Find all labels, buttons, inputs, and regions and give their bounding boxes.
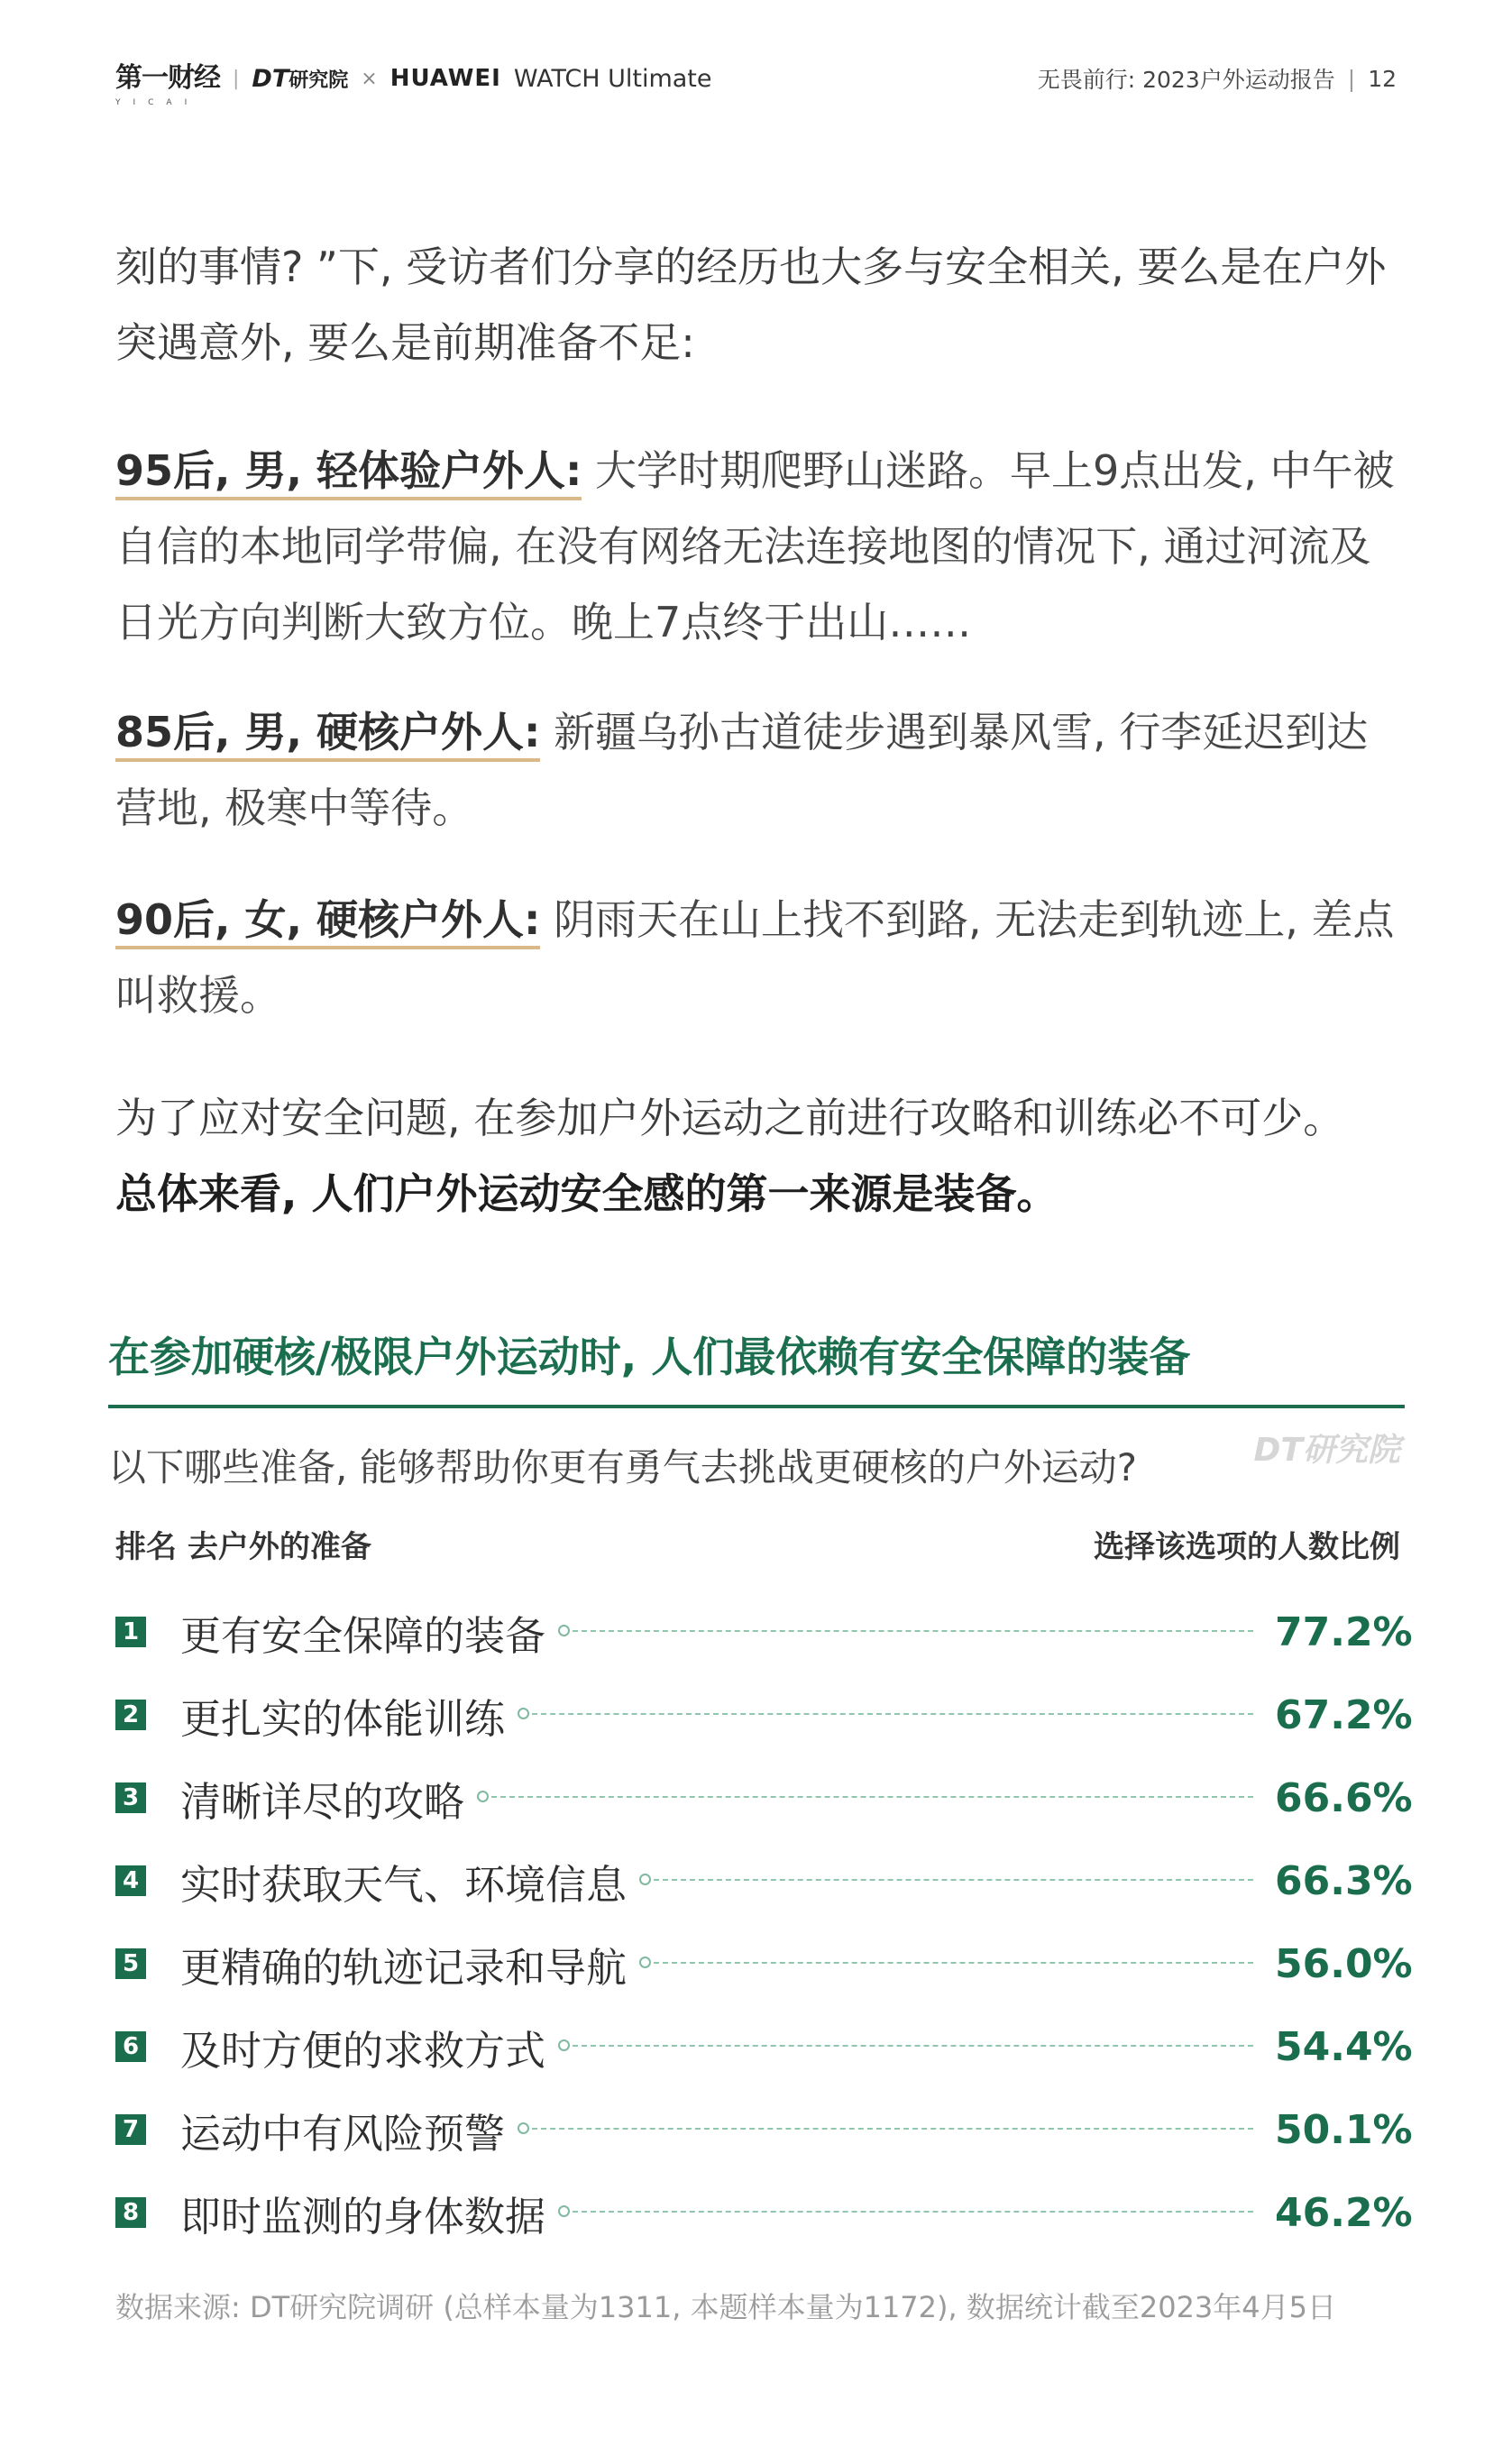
brand-logos (115, 55, 712, 107)
rank-badge: 3 (115, 1782, 146, 1813)
dotted-leader (558, 2204, 1253, 2222)
ranking-row (115, 1596, 1413, 1668)
intro-paragraph: 刻的事情? ”下, 受访者们分享的经历也大多与安全相关, 要么是在户外突遇意外, 要么是前期准备不足: (115, 243, 1387, 367)
dt-logo-text: DT (252, 64, 289, 93)
survey-question: 以下哪些准备, 能够帮助你更有勇气去挑战更硬核的户外运动? (108, 1445, 1137, 1489)
quote-1 (115, 433, 1405, 660)
leader-circle-icon (558, 2039, 570, 2051)
column-header-right: 选择该选项的人数比例 (1094, 1529, 1400, 1565)
quote-3-text: 阴雨天在山上找不到路, 无法走到轨迹上, 差点叫救援。 (115, 895, 1395, 1020)
leader-circle-icon (518, 1708, 529, 1719)
dotted-leader (558, 2038, 1253, 2056)
rank-badge: 7 (115, 2114, 146, 2145)
yicai-logo-text: 第一财经 (115, 62, 220, 94)
rank-badge: 6 (115, 2031, 146, 2062)
leader-dash-line (491, 1796, 1253, 1798)
dotted-leader (477, 1789, 1253, 1807)
row-value: 50.1% (1275, 2106, 1413, 2153)
leader-circle-icon (639, 1957, 651, 1968)
dt-logo-cn: 研究院 (289, 69, 349, 92)
data-source: 数据来源: DT研究院调研 (总样本量为1311, 本题样本量为1172), 数据统计截至2023年4月5日 (115, 2290, 1337, 2324)
dt-watermark: DT研究院 (1253, 1432, 1400, 1469)
quote-2-text: 新疆乌孙古道徒步遇到暴风雪, 行李延迟到达营地, 极寒中等待。 (115, 708, 1369, 832)
row-label: 即时监测的身体数据 (180, 2192, 546, 2241)
conclusion-bold: 总体来看, 人们户外运动安全感的第一来源是装备。 (115, 1169, 1058, 1218)
brand-separator: | (233, 67, 240, 90)
ranking-row (115, 2176, 1413, 2249)
quote-2-label: 85后, 男, 硬核户外人: (115, 708, 540, 762)
row-value: 77.2% (1275, 1608, 1413, 1655)
leader-circle-icon (639, 1874, 651, 1885)
leader-circle-icon (558, 2205, 570, 2217)
leader-dash-line (532, 1713, 1253, 1715)
ranking-row (115, 1845, 1413, 1917)
leader-dash-line (532, 2128, 1253, 2130)
row-value: 66.6% (1275, 1774, 1413, 1821)
yicai-logo (115, 55, 220, 107)
row-label: 实时获取天气、环境信息 (180, 1860, 628, 1909)
conclusion-paragraph: 为了应对安全问题, 在参加户外运动之前进行攻略和训练必不可少。 (115, 1094, 1345, 1142)
rank-badge: 4 (115, 1865, 146, 1896)
product-name: WATCH Ultimate (513, 64, 712, 93)
dotted-leader (518, 1706, 1253, 1724)
rank-badge: 1 (115, 1617, 146, 1647)
dotted-leader (558, 1623, 1253, 1641)
leader-dash-line (573, 2211, 1253, 2213)
leader-dash-line (654, 1879, 1253, 1881)
leader-circle-icon (477, 1791, 489, 1802)
page-number: 12 (1368, 65, 1397, 92)
dotted-leader (518, 2121, 1253, 2139)
quote-3-label: 90后, 女, 硬核户外人: (115, 895, 540, 949)
row-value: 46.2% (1275, 2189, 1413, 2236)
dt-logo (252, 65, 348, 93)
column-header-left: 排名 去户外的准备 (115, 1529, 371, 1565)
rank-badge: 2 (115, 1700, 146, 1730)
row-label: 更扎实的体能训练 (180, 1694, 506, 1743)
row-label: 清晰详尽的攻略 (180, 1777, 465, 1826)
header-divider: | (1347, 65, 1356, 92)
ranking-row (115, 2011, 1413, 2083)
rank-badge: 5 (115, 1948, 146, 1979)
leader-circle-icon (558, 1625, 570, 1636)
row-value: 67.2% (1275, 1691, 1413, 1738)
dotted-leader (639, 1872, 1253, 1890)
ranking-row (115, 1928, 1413, 2000)
ranking-row (115, 1679, 1413, 1751)
yicai-logo-sub: YICAI (115, 98, 200, 107)
rank-badge: 8 (115, 2197, 146, 2228)
quote-2 (115, 694, 1405, 846)
huawei-logo: HUAWEI (389, 65, 501, 92)
dotted-leader (639, 1955, 1253, 1973)
page-header (115, 56, 1397, 107)
row-label: 更精确的轨迹记录和导航 (180, 1943, 628, 1992)
leader-dash-line (654, 1962, 1253, 1964)
ranking-row (115, 2094, 1413, 2166)
row-label: 更有安全保障的装备 (180, 1611, 546, 1660)
leader-dash-line (573, 1630, 1253, 1632)
leader-circle-icon (518, 2122, 529, 2134)
chart-title: 在参加硬核/极限户外运动时, 人们最依赖有安全保障的装备 (108, 1333, 1191, 1381)
ranking-row (115, 1762, 1413, 1834)
leader-dash-line (573, 2045, 1253, 2047)
quote-1-text: 大学时期爬野山迷路。早上9点出发, 中午被自信的本地同学带偏, 在没有网络无法连接地图的情况下, 通过河流及日光方向判断大致方位。晚上7点终于出山…… (115, 446, 1395, 646)
chart-title-rule (108, 1405, 1405, 1408)
row-value: 56.0% (1275, 1940, 1413, 1987)
row-value: 54.4% (1275, 2023, 1413, 2070)
row-value: 66.3% (1275, 1857, 1413, 1904)
row-label: 及时方便的求救方式 (180, 2026, 546, 2075)
report-title: 无畏前行: 2023户外运动报告 (1037, 67, 1335, 93)
report-meta (1038, 62, 1397, 95)
quote-3 (115, 882, 1405, 1033)
quote-1-label: 95后, 男, 轻体验户外人: (115, 446, 582, 500)
collab-x: × (361, 67, 378, 90)
row-label: 运动中有风险预警 (180, 2109, 506, 2158)
